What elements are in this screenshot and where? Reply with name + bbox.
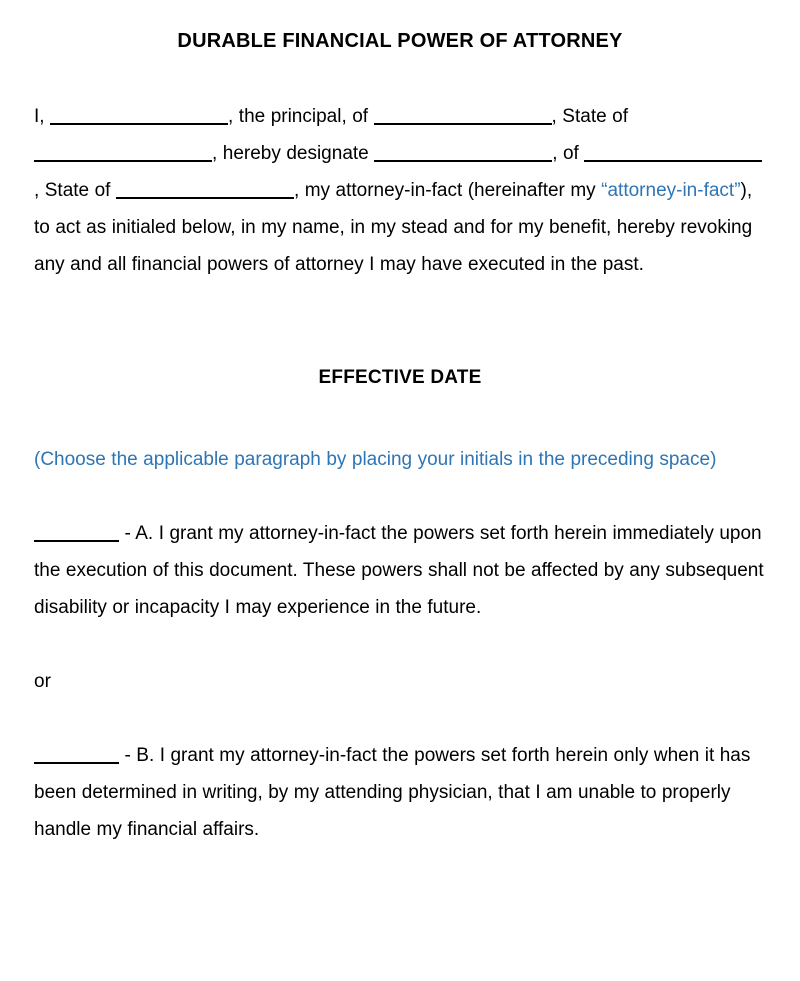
intro-segment-3: , State of: [551, 106, 628, 127]
attorney-in-fact-term: “attorney-in-fact”: [601, 180, 741, 201]
option-b-text: I grant my attorney-in-fact the powers set forth herein only when it has been determined in writing, by my attending physician, that I am unable to properly handle my financial affairs.: [34, 745, 751, 840]
blank-initials-option-a[interactable]: [34, 525, 119, 542]
intro-segment-4: , hereby designate: [212, 143, 375, 164]
spacer-option-a-separator: [34, 626, 766, 663]
option-a-marker: - A.: [124, 523, 154, 544]
intro-segment-8: ), to act as initialed below, in my name, in my stead and for my benefit, hereby revoking any and all financial powers of attorney I may have executed in the past.: [34, 180, 753, 275]
blank-agent-city[interactable]: [584, 145, 762, 162]
page-title: DURABLE FINANCIAL POWER OF ATTORNEY: [177, 30, 623, 52]
effective-date-heading: EFFECTIVE DATE: [318, 367, 482, 388]
intro-paragraph: [34, 98, 766, 283]
intro-segment-7: , my attorney-in-fact (hereinafter my: [293, 180, 602, 201]
option-a-paragraph: [34, 515, 766, 626]
spacer-body-heading: [34, 283, 766, 365]
blank-agent-state[interactable]: [116, 182, 294, 199]
option-b-paragraph: [34, 737, 766, 848]
effective-date-instruction: (Choose the applicable paragraph by placing your initials in the preceding space): [34, 449, 717, 470]
spacer-heading-instruction: [34, 391, 766, 441]
blank-principal-city[interactable]: [374, 108, 552, 125]
blank-initials-option-b[interactable]: [34, 747, 119, 764]
option-a-text: I grant my attorney-in-fact the powers set forth herein immediately upon the execution of this document. These powers shall not be affected by any subsequent disability or incapacity I may experience in the future.: [34, 523, 764, 618]
blank-principal-state[interactable]: [34, 145, 212, 162]
document-body: [34, 0, 766, 848]
blank-agent-name[interactable]: [374, 145, 552, 162]
spacer-instruction-option-a: [34, 478, 766, 515]
intro-segment-1: I,: [34, 106, 51, 127]
spacer-separator-option-b: [34, 700, 766, 737]
intro-segment-5: , of: [552, 143, 585, 164]
intro-segment-6: , State of: [34, 180, 116, 201]
intro-segment-2: , the principal, of: [228, 106, 374, 127]
options-separator: or: [34, 671, 51, 692]
blank-principal-name[interactable]: [50, 108, 228, 125]
spacer-title-body: [34, 54, 766, 98]
option-b-marker: - B.: [124, 745, 155, 766]
